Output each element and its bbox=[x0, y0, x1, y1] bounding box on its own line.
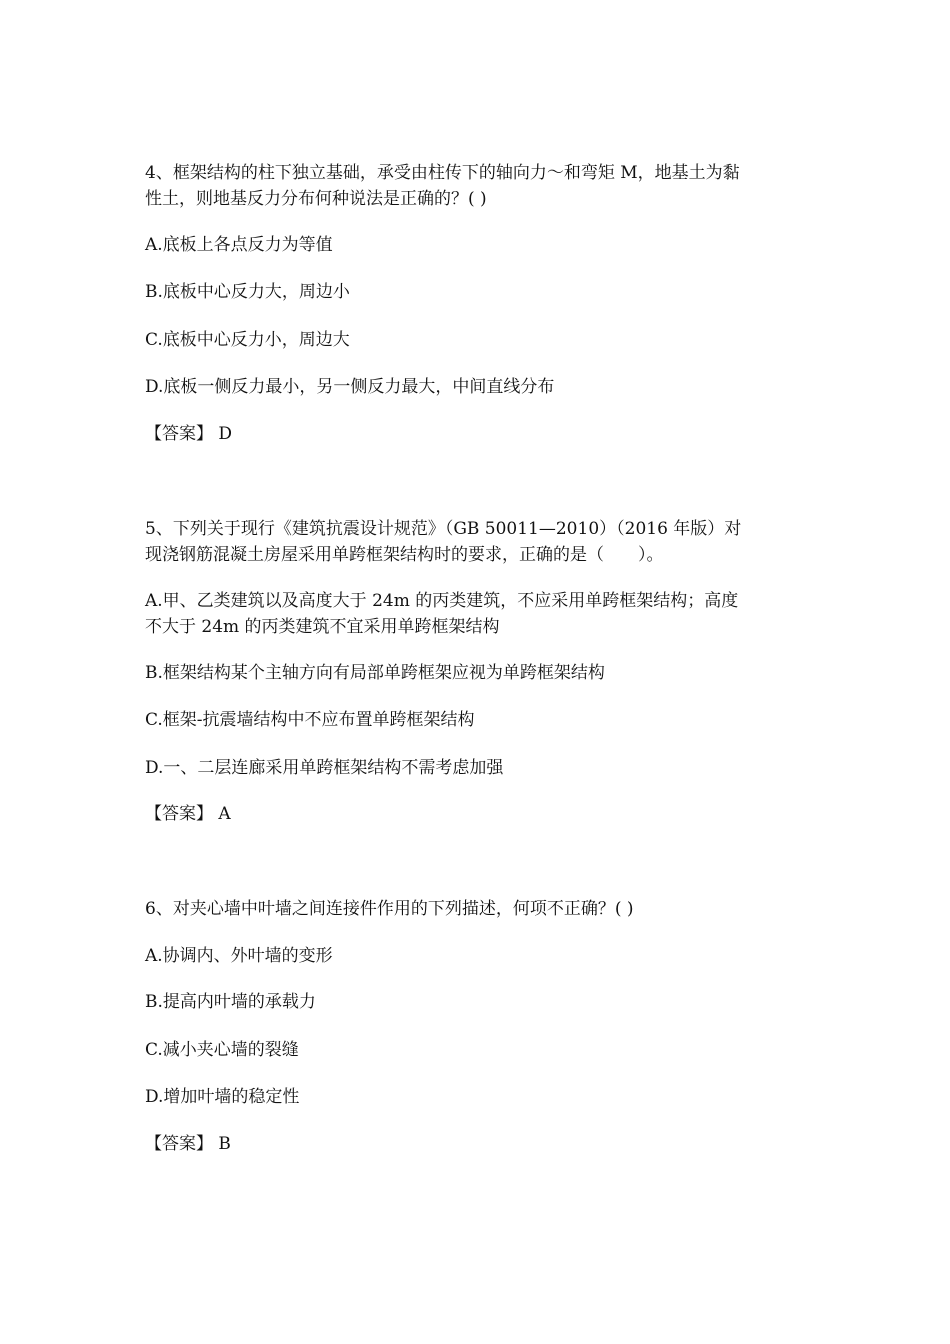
question-6-answer bbox=[145, 1132, 825, 1156]
question-4-stem-line-1: 4、框架结构的柱下独立基础，承受由柱传下的轴向力～和弯矩 M，地基土为黏 bbox=[145, 163, 740, 183]
question-5-stem-line-2: 现浇钢筋混凝土房屋采用单跨框架结构时的要求，正确的是（ ）。 bbox=[145, 545, 664, 565]
question-5-option-a-line-2: 不大于 24m 的丙类建筑不宜采用单跨框架结构 bbox=[145, 617, 500, 637]
question-4-stem-line-2: 性土，则地基反力分布何种说法是正确的？( ) bbox=[145, 189, 487, 209]
answer-label: 【答案】 bbox=[145, 1134, 213, 1154]
question-6-stem-line-1: 6、对夹心墙中叶墙之间连接件作用的下列描述，何项不正确？( ) bbox=[145, 899, 634, 919]
question-5-option-d: D.一、二层连廊采用单跨框架结构不需考虑加强 bbox=[145, 758, 504, 778]
question-5-option-b: B.框架结构某个主轴方向有局部单跨框架应视为单跨框架结构 bbox=[145, 663, 605, 683]
question-6-option-b: B.提高内叶墙的承载力 bbox=[145, 992, 316, 1012]
question-5-option-a-line-1: A.甲、乙类建筑以及高度大于 24m 的丙类建筑，不应采用单跨框架结构；高度 bbox=[145, 591, 739, 611]
answer-value: B bbox=[218, 1134, 231, 1154]
answer-value: D bbox=[218, 424, 233, 444]
question-5-stem-line-1: 5、下列关于现行《建筑抗震设计规范》（GB 50011—2010）（2016 年版）对 bbox=[145, 519, 742, 539]
answer-label: 【答案】 bbox=[145, 424, 213, 444]
question-5-option-c: C.框架-抗震墙结构中不应布置单跨框架结构 bbox=[145, 710, 475, 730]
question-4-answer bbox=[145, 422, 825, 446]
question-5-answer bbox=[145, 802, 825, 826]
answer-value: A bbox=[218, 804, 231, 824]
question-4-option-d: D.底板一侧反力最小，另一侧反力最大，中间直线分布 bbox=[145, 377, 555, 397]
question-6-option-d: D.增加叶墙的稳定性 bbox=[145, 1087, 300, 1107]
question-4-option-a: A.底板上各点反力为等值 bbox=[145, 235, 333, 255]
answer-label: 【答案】 bbox=[145, 804, 213, 824]
question-4-option-c: C.底板中心反力小，周边大 bbox=[145, 330, 350, 350]
question-6-option-a: A.协调内、外叶墙的变形 bbox=[145, 946, 333, 966]
question-6-option-c: C.减小夹心墙的裂缝 bbox=[145, 1040, 299, 1060]
question-4-option-b: B.底板中心反力大，周边小 bbox=[145, 282, 350, 302]
